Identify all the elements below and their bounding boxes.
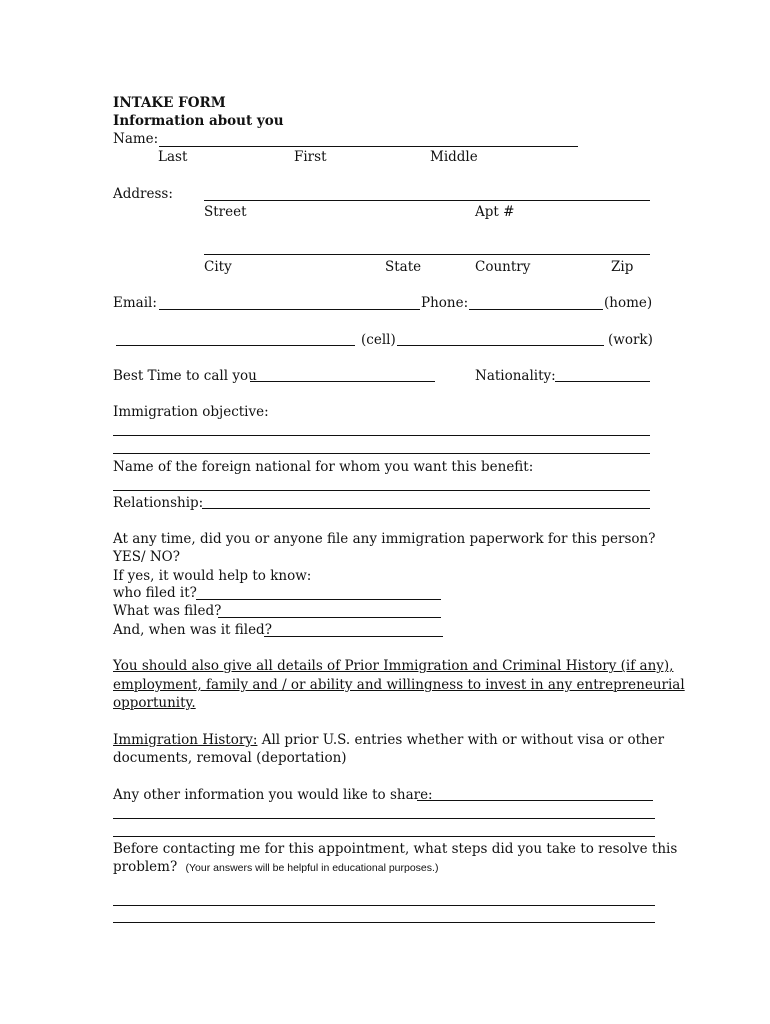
- history-desc: All prior U.S. entries whether with or without visa or other: [257, 732, 665, 748]
- history-text-2: documents, removal (deportation): [113, 750, 347, 766]
- what-filed-field[interactable]: [218, 603, 441, 618]
- address-sub-state: State: [385, 259, 422, 275]
- name-label: Name:: [113, 131, 159, 147]
- address-label: Address:: [113, 186, 173, 202]
- objective-line-1[interactable]: [113, 421, 650, 436]
- when-filed-label: And, when was it filed?: [113, 622, 272, 638]
- relationship-field[interactable]: [202, 494, 650, 509]
- history-label: Immigration History:: [113, 732, 258, 748]
- who-filed-field[interactable]: [196, 585, 441, 600]
- home-suffix: (home): [604, 295, 653, 311]
- history-text-1: [113, 731, 664, 749]
- cell-suffix: (cell): [361, 332, 396, 348]
- objective-label: Immigration objective:: [113, 404, 269, 420]
- work-phone-field[interactable]: [397, 331, 604, 346]
- details-line-1: You should also give all details of Prior Immigration and Criminal History (if any),: [113, 658, 674, 674]
- name-field[interactable]: [159, 132, 578, 147]
- best-time-field[interactable]: [250, 367, 435, 382]
- address-sub-zip: Zip: [611, 259, 634, 275]
- email-label: Email:: [113, 295, 157, 311]
- nationality-label: Nationality:: [475, 368, 556, 384]
- other-info-label: Any other information you would like to share:: [113, 787, 433, 803]
- yes-no-prompt: YES/ NO?: [113, 549, 180, 565]
- paperwork-question: At any time, did you or anyone file any immigration paperwork for this person?: [113, 531, 656, 547]
- what-filed-label: What was filed?: [113, 603, 222, 619]
- when-filed-field[interactable]: [264, 622, 443, 637]
- street-field[interactable]: [204, 186, 650, 201]
- address-sub-country: Country: [475, 259, 531, 275]
- foreign-national-field[interactable]: [113, 476, 650, 491]
- objective-line-2[interactable]: [113, 439, 650, 454]
- before-contact-line-2: [113, 858, 438, 877]
- other-info-line-3[interactable]: [113, 822, 655, 837]
- address-sub-street: Street: [204, 204, 247, 220]
- details-line-3: opportunity.: [113, 695, 196, 711]
- address-sub-city: City: [204, 259, 232, 275]
- home-phone-field[interactable]: [469, 295, 603, 310]
- email-field[interactable]: [159, 295, 420, 310]
- details-line-2: employment, family and / or ability and willingness to invest in any entrepreneurial: [113, 677, 685, 693]
- before-contact-note: (Your answers will be helpful in educational purposes.): [185, 862, 439, 874]
- foreign-national-label: Name of the foreign national for whom you want this benefit:: [113, 459, 534, 475]
- before-contact-problem: problem?: [113, 859, 178, 875]
- who-filed-label: who filed it?: [113, 585, 197, 601]
- city-field[interactable]: [204, 240, 650, 255]
- name-sub-first: First: [294, 149, 327, 165]
- form-title: INTAKE FORM: [113, 95, 226, 111]
- phone-label: Phone:: [421, 295, 469, 311]
- section-title: Information about you: [113, 113, 284, 129]
- best-time-label: Best Time to call you: [113, 368, 257, 384]
- nationality-field[interactable]: [555, 367, 650, 382]
- other-info-line-2[interactable]: [113, 804, 655, 819]
- steps-line-1[interactable]: [113, 891, 655, 906]
- work-suffix: (work): [608, 332, 653, 348]
- name-sub-middle: Middle: [430, 149, 478, 165]
- other-info-field[interactable]: [417, 786, 653, 801]
- relationship-label: Relationship:: [113, 495, 204, 511]
- help-intro: If yes, it would help to know:: [113, 568, 312, 584]
- address-sub-apt: Apt #: [475, 204, 515, 220]
- cell-phone-field[interactable]: [116, 331, 355, 346]
- name-sub-last: Last: [158, 149, 188, 165]
- before-contact-line-1: Before contacting me for this appointment, what steps did you take to resolve this: [113, 841, 678, 857]
- steps-line-2[interactable]: [113, 908, 655, 923]
